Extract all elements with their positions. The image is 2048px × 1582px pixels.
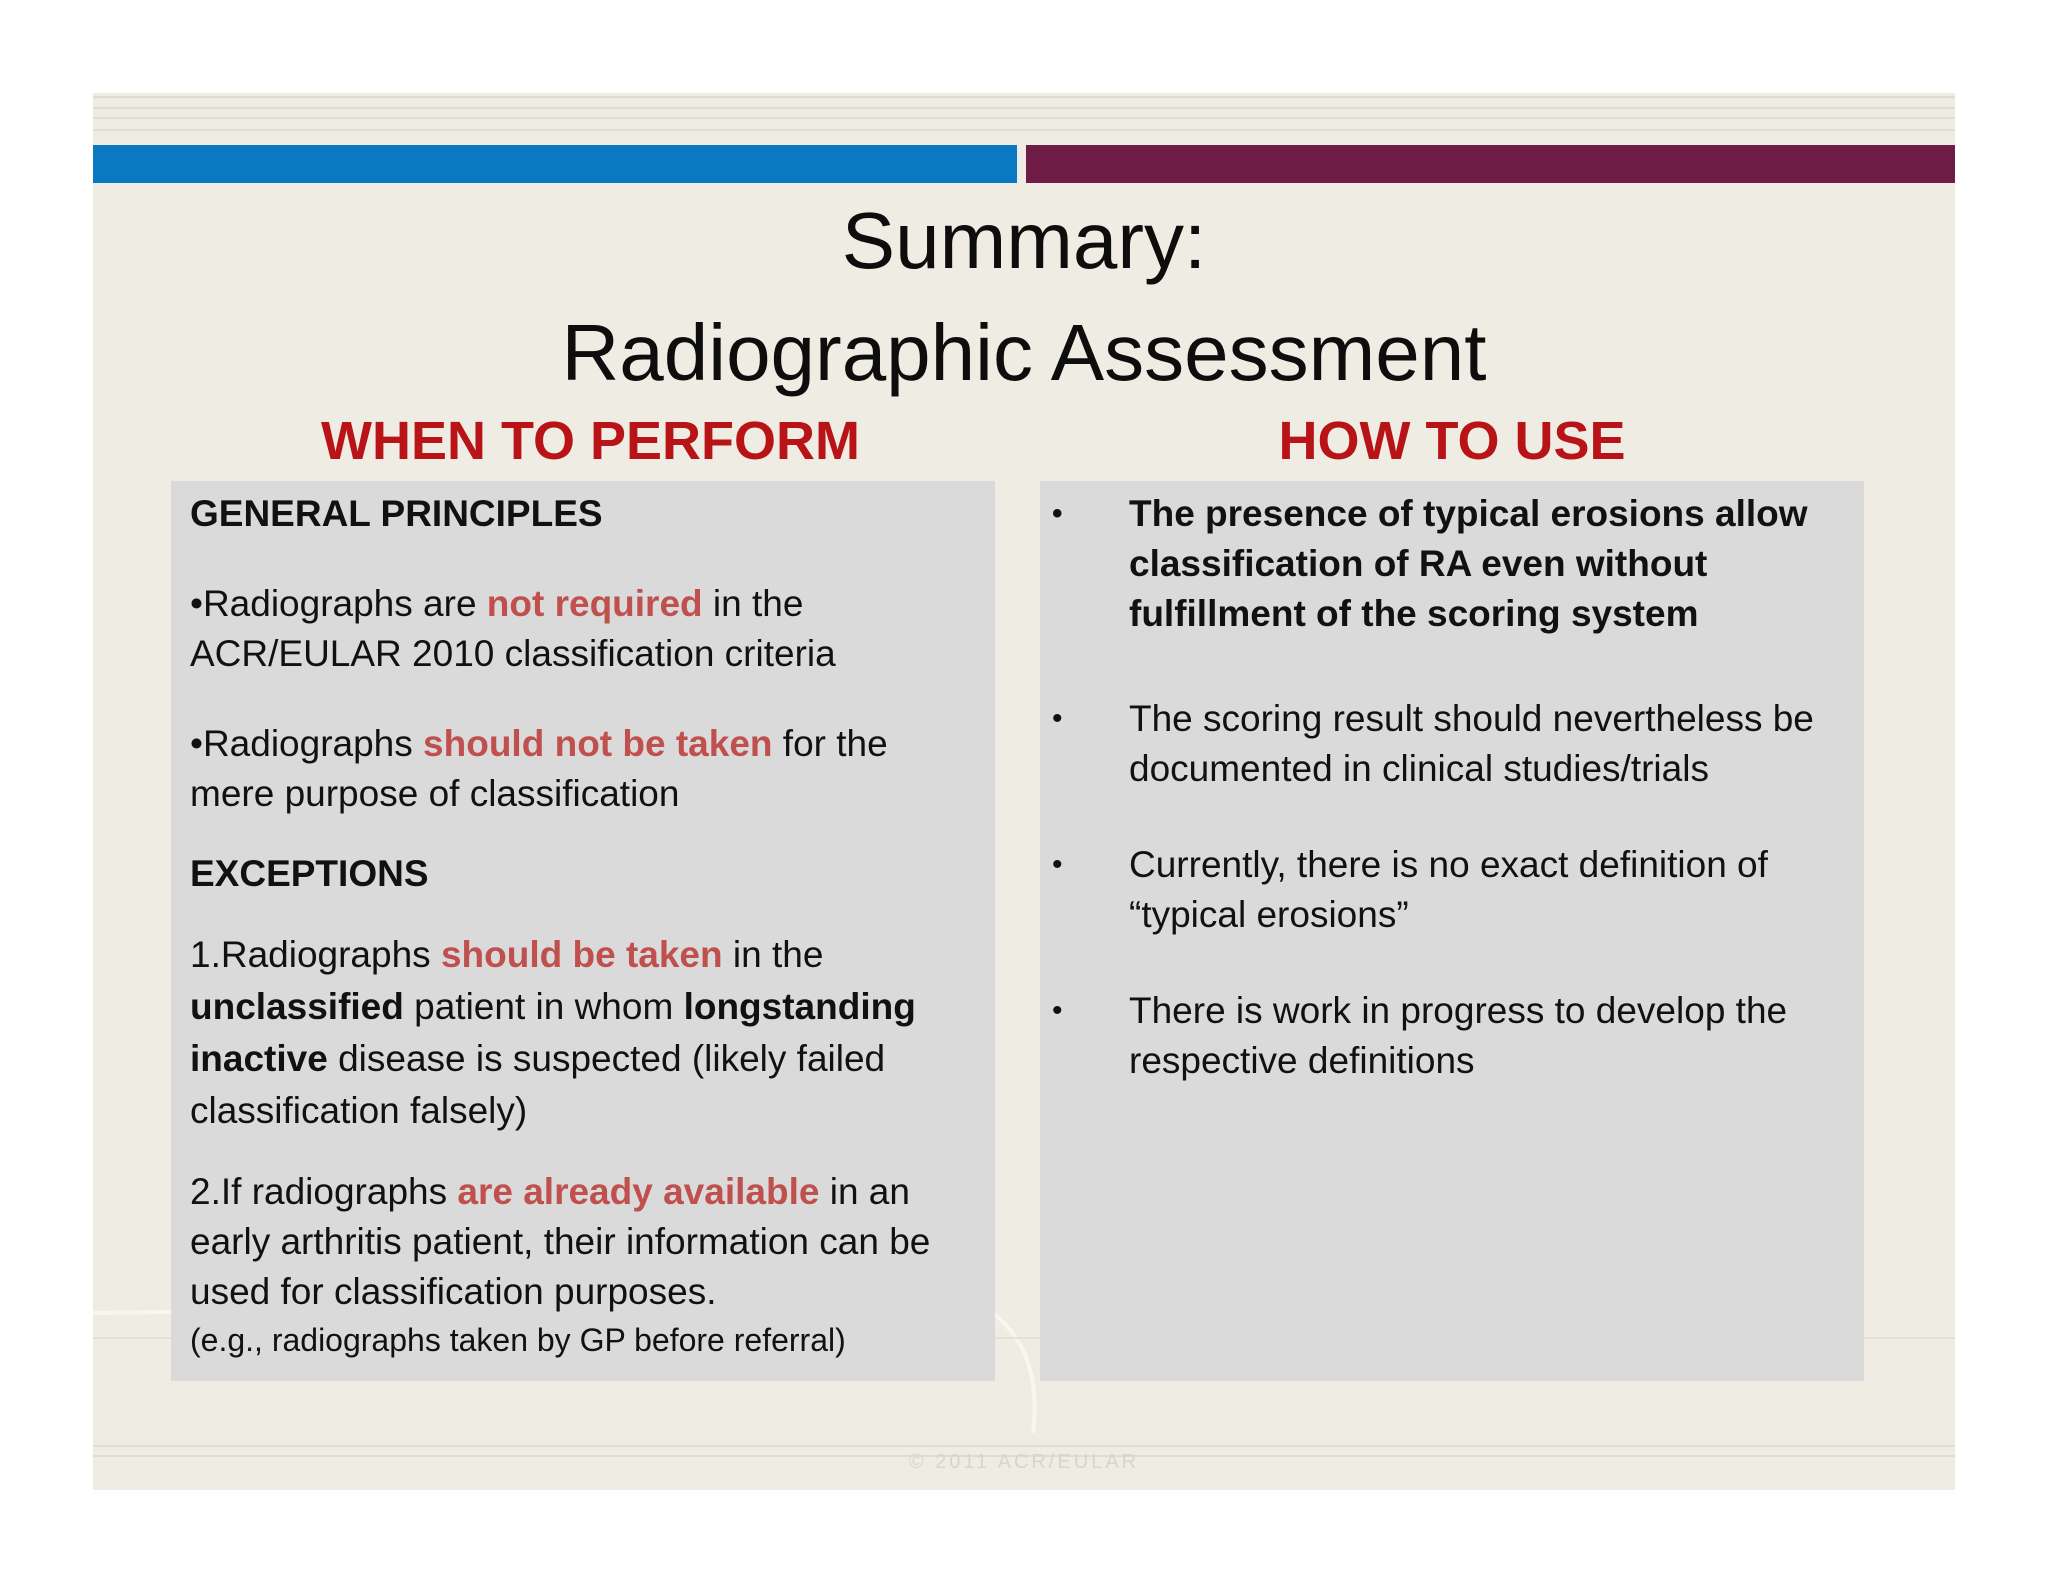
when-to-perform-panel bbox=[171, 481, 995, 1381]
exception-1-text-end: disease is suspected (likely failed classification falsely) bbox=[190, 1038, 886, 1131]
exception-1-bold-unclassified: unclassified bbox=[190, 986, 404, 1027]
list-item-text: The scoring result should nevertheless be documented in clinical studies/trials bbox=[1129, 698, 1814, 789]
principle-1-text-end: in the ACR/EULAR 2010 classification criteria bbox=[190, 583, 836, 674]
bullet-icon: • bbox=[1052, 702, 1063, 735]
list-item bbox=[1040, 489, 1834, 639]
exception-2-text: 2.If radiographs bbox=[190, 1171, 458, 1212]
left-column-heading: WHEN TO PERFORM bbox=[321, 411, 860, 471]
list-item bbox=[1040, 694, 1834, 794]
bottom-rule bbox=[93, 1445, 1955, 1447]
principle-1-emphasis: not required bbox=[486, 583, 703, 624]
copyright-footer: © 2011 ACR/EULAR bbox=[908, 1451, 1140, 1473]
list-item bbox=[1040, 986, 1834, 1086]
exception-2-emphasis: are already available bbox=[457, 1171, 820, 1212]
principle-2-emphasis: should not be taken bbox=[423, 723, 773, 764]
exception-1 bbox=[190, 929, 975, 1137]
title-line-2: Radiographic Assessment bbox=[561, 308, 1487, 397]
accent-bar-plum bbox=[1026, 145, 1955, 183]
exception-2-text-end: in an early arthritis patient, their information can be used for classification purposes. bbox=[190, 1171, 931, 1312]
general-principles-heading: GENERAL PRINCIPLES bbox=[190, 493, 603, 534]
slide-title bbox=[93, 185, 1955, 409]
top-rule bbox=[93, 96, 1955, 98]
title-line-1: Summary: bbox=[841, 196, 1207, 285]
list-item-text: The presence of typical erosions allow classification of RA even without fulfillment of the scoring system bbox=[1129, 493, 1808, 634]
principle-2 bbox=[190, 719, 975, 819]
exception-1-text-mid2: patient in whom bbox=[403, 986, 684, 1027]
exception-1-emphasis: should be taken bbox=[440, 934, 723, 975]
exception-1-text-mid: in the bbox=[722, 934, 824, 975]
exception-1-bold-longstanding: longstanding inactive bbox=[190, 986, 916, 1079]
exception-2 bbox=[190, 1167, 975, 1317]
top-rule bbox=[93, 107, 1955, 109]
how-to-use-panel bbox=[1040, 481, 1864, 1381]
exceptions-heading: EXCEPTIONS bbox=[190, 853, 429, 894]
right-column-heading: HOW TO USE bbox=[1278, 411, 1626, 471]
principle-2-text: •Radiographs bbox=[190, 723, 424, 764]
bullet-icon: • bbox=[1052, 994, 1063, 1027]
principle-2-text-end: for the mere purpose of classification bbox=[190, 723, 888, 814]
list-item-text: There is work in progress to develop the respective definitions bbox=[1129, 990, 1788, 1081]
bullet-icon: • bbox=[1052, 497, 1063, 530]
top-rule bbox=[93, 129, 1955, 131]
accent-bar-blue bbox=[93, 145, 1017, 183]
exception-2-note: (e.g., radiographs taken by GP before referral) bbox=[190, 1322, 846, 1358]
slide bbox=[93, 93, 1955, 1490]
list-item-text: Currently, there is no exact definition of “typical erosions” bbox=[1129, 844, 1768, 935]
bullet-icon: • bbox=[1052, 848, 1063, 881]
principle-1-text: •Radiographs are bbox=[190, 583, 487, 624]
principle-1 bbox=[190, 579, 975, 679]
top-rule bbox=[93, 117, 1955, 119]
list-item bbox=[1040, 840, 1834, 940]
exception-1-text: 1.Radiographs bbox=[190, 934, 441, 975]
